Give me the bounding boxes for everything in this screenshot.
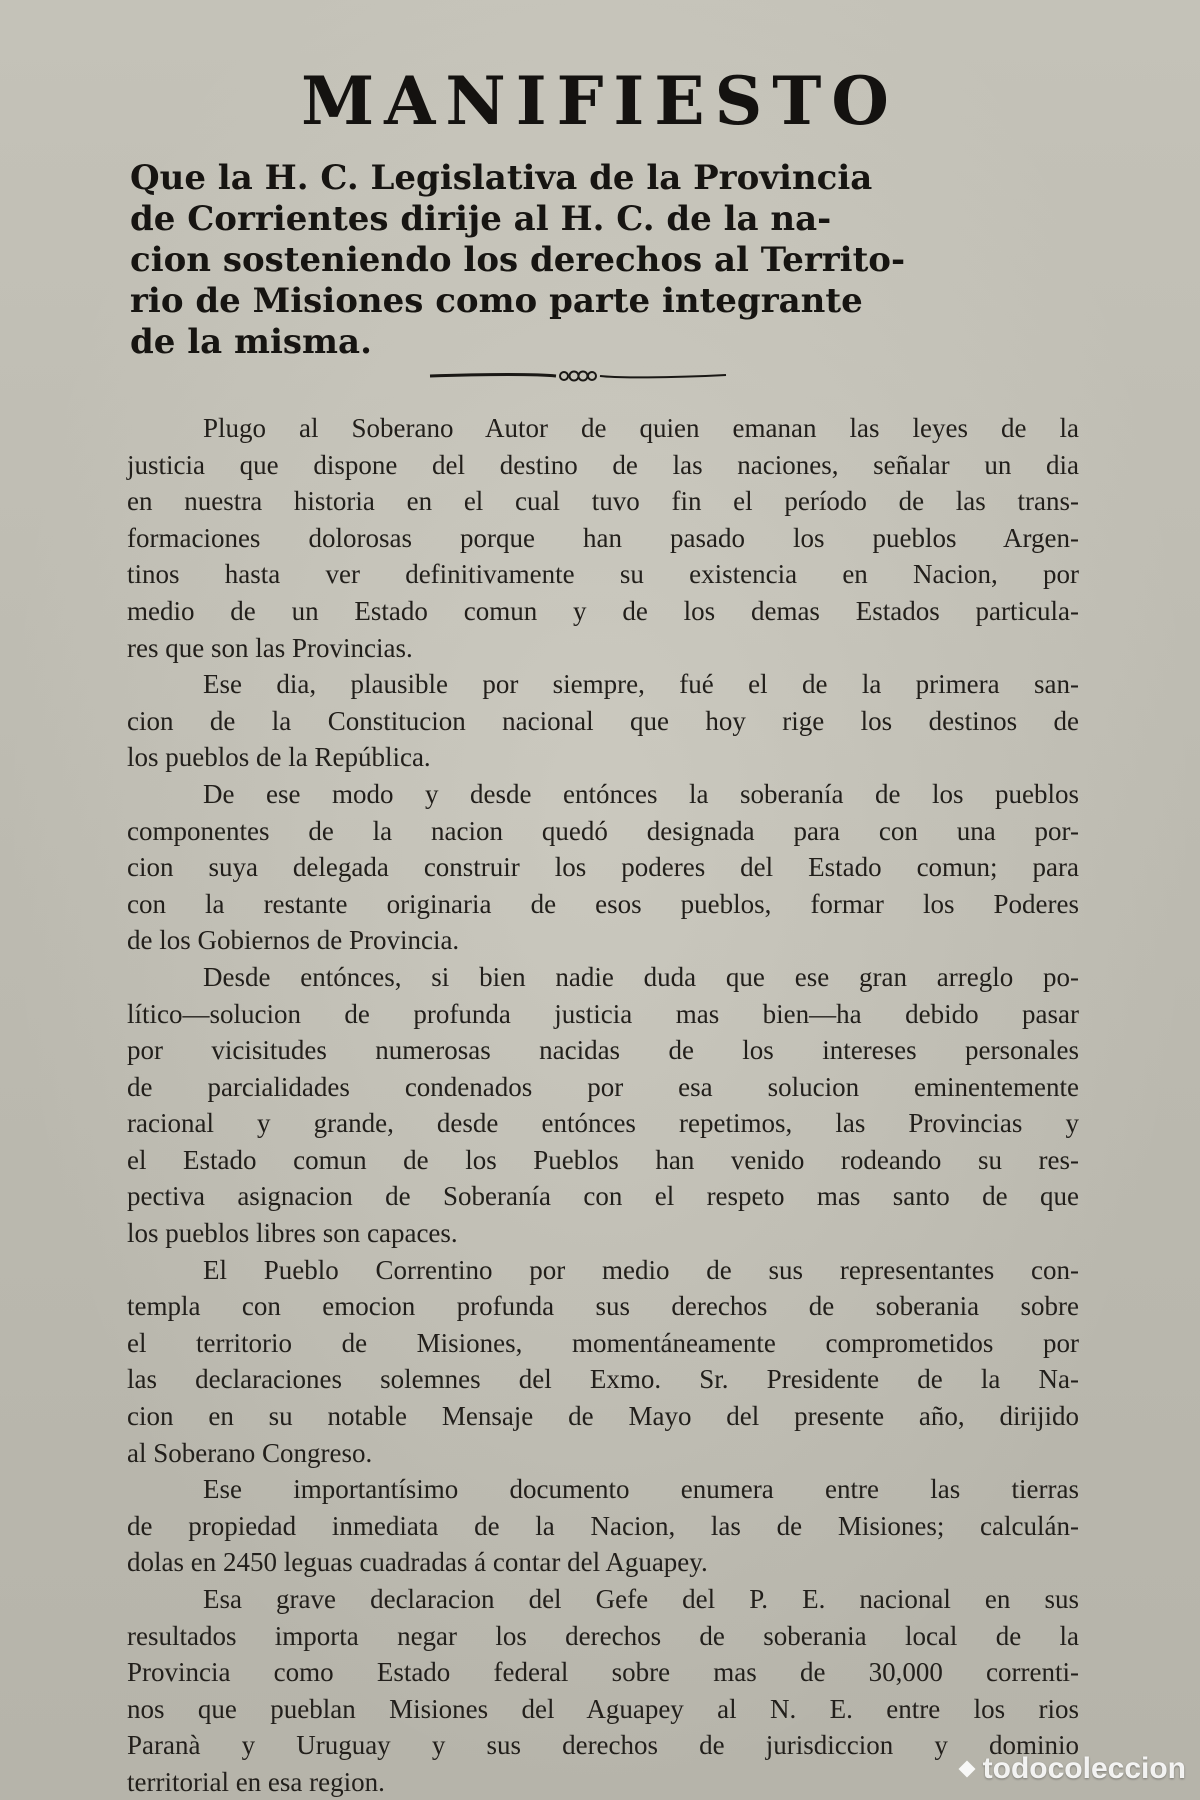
body-line: por vicisitudes numerosas nacidas de los intereses personales	[127, 1035, 1079, 1066]
body-line: De ese modo y desde entónces la soberanía de los pueblos	[203, 778, 1079, 809]
body-line: componentes de la nacion quedó designada para con una por-	[127, 815, 1079, 846]
body-line: formaciones dolorosas porque han pasado los pueblos Argen-	[127, 522, 1079, 553]
body-line: con la restante originaria de esos pueblos, formar los Poderes	[127, 888, 1079, 919]
body-line: el Estado comun de los Pueblos han venido rodeando su res-	[127, 1144, 1079, 1175]
body-line: al Soberano Congreso.	[127, 1437, 373, 1468]
body-line: cion en su notable Mensaje de Mayo del presente año, dirijido	[127, 1401, 1079, 1432]
body-line: El Pueblo Correntino por medio de sus representantes con-	[203, 1254, 1079, 1285]
watermark-text: todocoleccion	[982, 1752, 1186, 1785]
document-title: MANIFIESTO	[301, 62, 899, 140]
body-line: las declaraciones solemnes del Exmo. Sr. Presidente de la Na-	[127, 1364, 1079, 1395]
body-line: dolas en 2450 leguas cuadradas á contar del Aguapey.	[127, 1547, 708, 1578]
body-line: Esa grave declaracion del Gefe del P. E. nacional en sus	[203, 1584, 1079, 1614]
body-line: de parcialidades condenados por esa solucion eminentemente	[127, 1071, 1079, 1102]
body-line: templa con emocion profunda sus derechos de soberania sobre	[127, 1291, 1079, 1322]
document-subtitle	[130, 158, 1075, 363]
body-line: Ese importantísimo documento enumera entre las tierras	[203, 1474, 1079, 1505]
body-line: de propiedad inmediata de la Nacion, las de Misiones; calculán-	[127, 1510, 1079, 1541]
body-line: racional y grande, desde entónces repetimos, las Provincias y	[127, 1108, 1079, 1139]
body-line: resultados importa negar los derechos de soberania local de la	[127, 1620, 1079, 1651]
body-line: el territorio de Misiones, momentáneamente comprometidos por	[127, 1327, 1079, 1358]
body-line: justicia que dispone del destino de las naciones, señalar un dia	[127, 449, 1079, 480]
watermark-logo-icon	[958, 1761, 975, 1778]
body-line: medio de un Estado comun y de los demas Estados particula-	[127, 595, 1079, 626]
body-line: tinos hasta ver definitivamente su existencia en Nacion, por	[127, 559, 1079, 590]
body-line: lítico—solucion de profunda justicia mas bien—ha debido pasar	[127, 998, 1079, 1029]
body-line: de los Gobiernos de Provincia.	[127, 925, 460, 956]
body-line: cion suya delegada construir los poderes del Estado comun; para	[127, 852, 1079, 883]
subtitle-line: de Corrientes dirije al H. C. de la na-	[130, 199, 832, 239]
body-line: Plugo al Soberano Autor de quien emanan las leyes de la	[203, 413, 1079, 443]
subtitle-line: rio de Misiones como parte integrante	[130, 281, 863, 321]
body-line: Desde entónces, si bien nadie duda que ese gran arreglo po-	[203, 961, 1079, 992]
body-line: en nuestra historia en el cual tuvo fin el período de las trans-	[127, 486, 1079, 517]
body-line: los pueblos de la República.	[127, 742, 431, 773]
body-line: territorial en esa region.	[127, 1766, 385, 1797]
body-line: los pueblos libres son capaces.	[127, 1218, 458, 1249]
watermark	[961, 1752, 1186, 1786]
subtitle-line: de la misma.	[130, 322, 372, 362]
subtitle-line: Que la H. C. Legislativa de la Provincia	[130, 158, 873, 198]
body-line: Provincia como Estado federal sobre mas de 30,000 correnti-	[127, 1657, 1079, 1688]
body-line: cion de la Constitucion nacional que hoy rige los destinos de	[127, 705, 1079, 736]
manifesto-body	[127, 410, 1079, 1800]
body-line: nos que pueblan Misiones del Aguapey al N. E. entre los rios	[127, 1693, 1079, 1724]
subtitle-line: cion sosteniendo los derechos al Territo-	[130, 240, 906, 280]
body-line: Paranà y Uruguay y sus derechos de jurisdiccion y dominio	[127, 1730, 1079, 1761]
body-line: Ese dia, plausible por siempre, fué el de la primera san-	[203, 669, 1079, 700]
ornamental-divider	[428, 364, 728, 388]
body-line: res que son las Provincias.	[127, 632, 413, 663]
body-line: pectiva asignacion de Soberanía con el respeto mas santo de que	[127, 1181, 1079, 1212]
